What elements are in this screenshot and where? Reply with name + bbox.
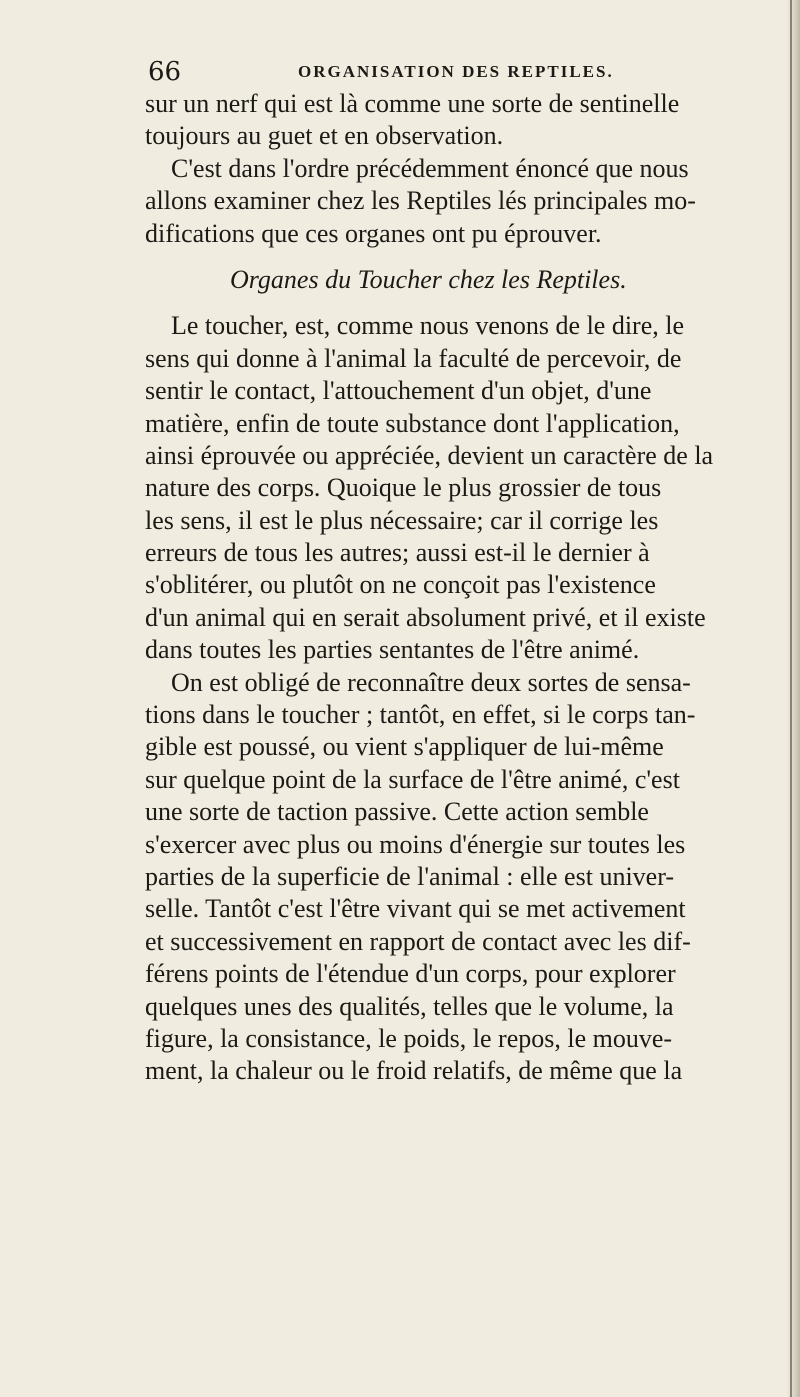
text-line: sur un nerf qui est là comme une sorte de sentinelle [145,89,680,118]
text-line: sur quelque point de la surface de l'être animé, c'est [145,764,680,794]
text-line: et successivement en rapport de contact avec les dif- [145,926,691,956]
section-spacer [145,250,785,264]
page-text [145,88,785,1088]
text-line: selle. Tantôt c'est l'être vivant qui se met activement [145,894,686,924]
text-line: férens points de l'étendue d'un corps, pour explorer [145,959,676,989]
text-line: matière, enfin de toute substance dont l'application, [145,408,680,438]
page-edge-line [790,0,792,1397]
section-spacer [145,296,785,310]
text-line: C'est dans l'ordre précédemment énoncé que nous [145,153,689,183]
text-line: nature des corps. Quoique le plus grossier de tous [145,473,662,503]
running-head: ORGANISATION DES REPTILES. [298,62,614,81]
page-header [148,52,748,92]
text-line: les sens, il est le plus nécessaire; car il corrige les [145,505,659,535]
text-line: sentir le contact, l'attouchement d'un objet, d'une [145,376,652,406]
text-line: d'un animal qui en serait absolument privé, et il existe [145,602,706,632]
text-line: figure, la consistance, le poids, le repos, le mouve- [145,1023,673,1053]
text-line: ainsi éprouvée ou appréciée, devient un caractère de la [145,440,714,470]
text-line: ment, la chaleur ou le froid relatifs, de même que la [145,1056,683,1086]
page-number: 66 [148,57,182,87]
text-line: gible est poussé, ou vient s'appliquer de lui-même [145,732,664,762]
text-line: allons examiner chez les Reptiles lés principales mo- [145,186,696,216]
text-line: difications que ces organes ont pu éprouver. [145,218,602,248]
text-line: erreurs de tous les autres; aussi est-il le dernier à [145,538,650,568]
text-line: Le toucher, est, comme nous venons de le dire, le [145,311,685,341]
text-line: On est obligé de reconnaître deux sortes de sensa- [145,667,691,697]
text-line: quelques unes des qualités, telles que le volume, la [145,991,674,1021]
text-line: dans toutes les parties sentantes de l'être animé. [145,635,640,665]
text-line: s'exercer avec plus ou moins d'énergie sur toutes les [145,829,686,859]
text-line: une sorte de taction passive. Cette action semble [145,797,649,827]
page-edge-shadow [786,0,800,1397]
text-line: s'oblitérer, ou plutôt on ne conçoit pas l'existence [145,570,656,600]
text-line: sens qui donne à l'animal la faculté de percevoir, de [145,343,682,373]
text-line: tions dans le toucher ; tantôt, en effet, si le corps tan- [145,700,696,730]
text-line: toujours au guet et en observation. [145,121,504,151]
text-line: parties de la superficie de l'animal : elle est univer- [145,861,675,891]
section-title: Organes du Toucher chez les Reptiles. [230,264,627,294]
